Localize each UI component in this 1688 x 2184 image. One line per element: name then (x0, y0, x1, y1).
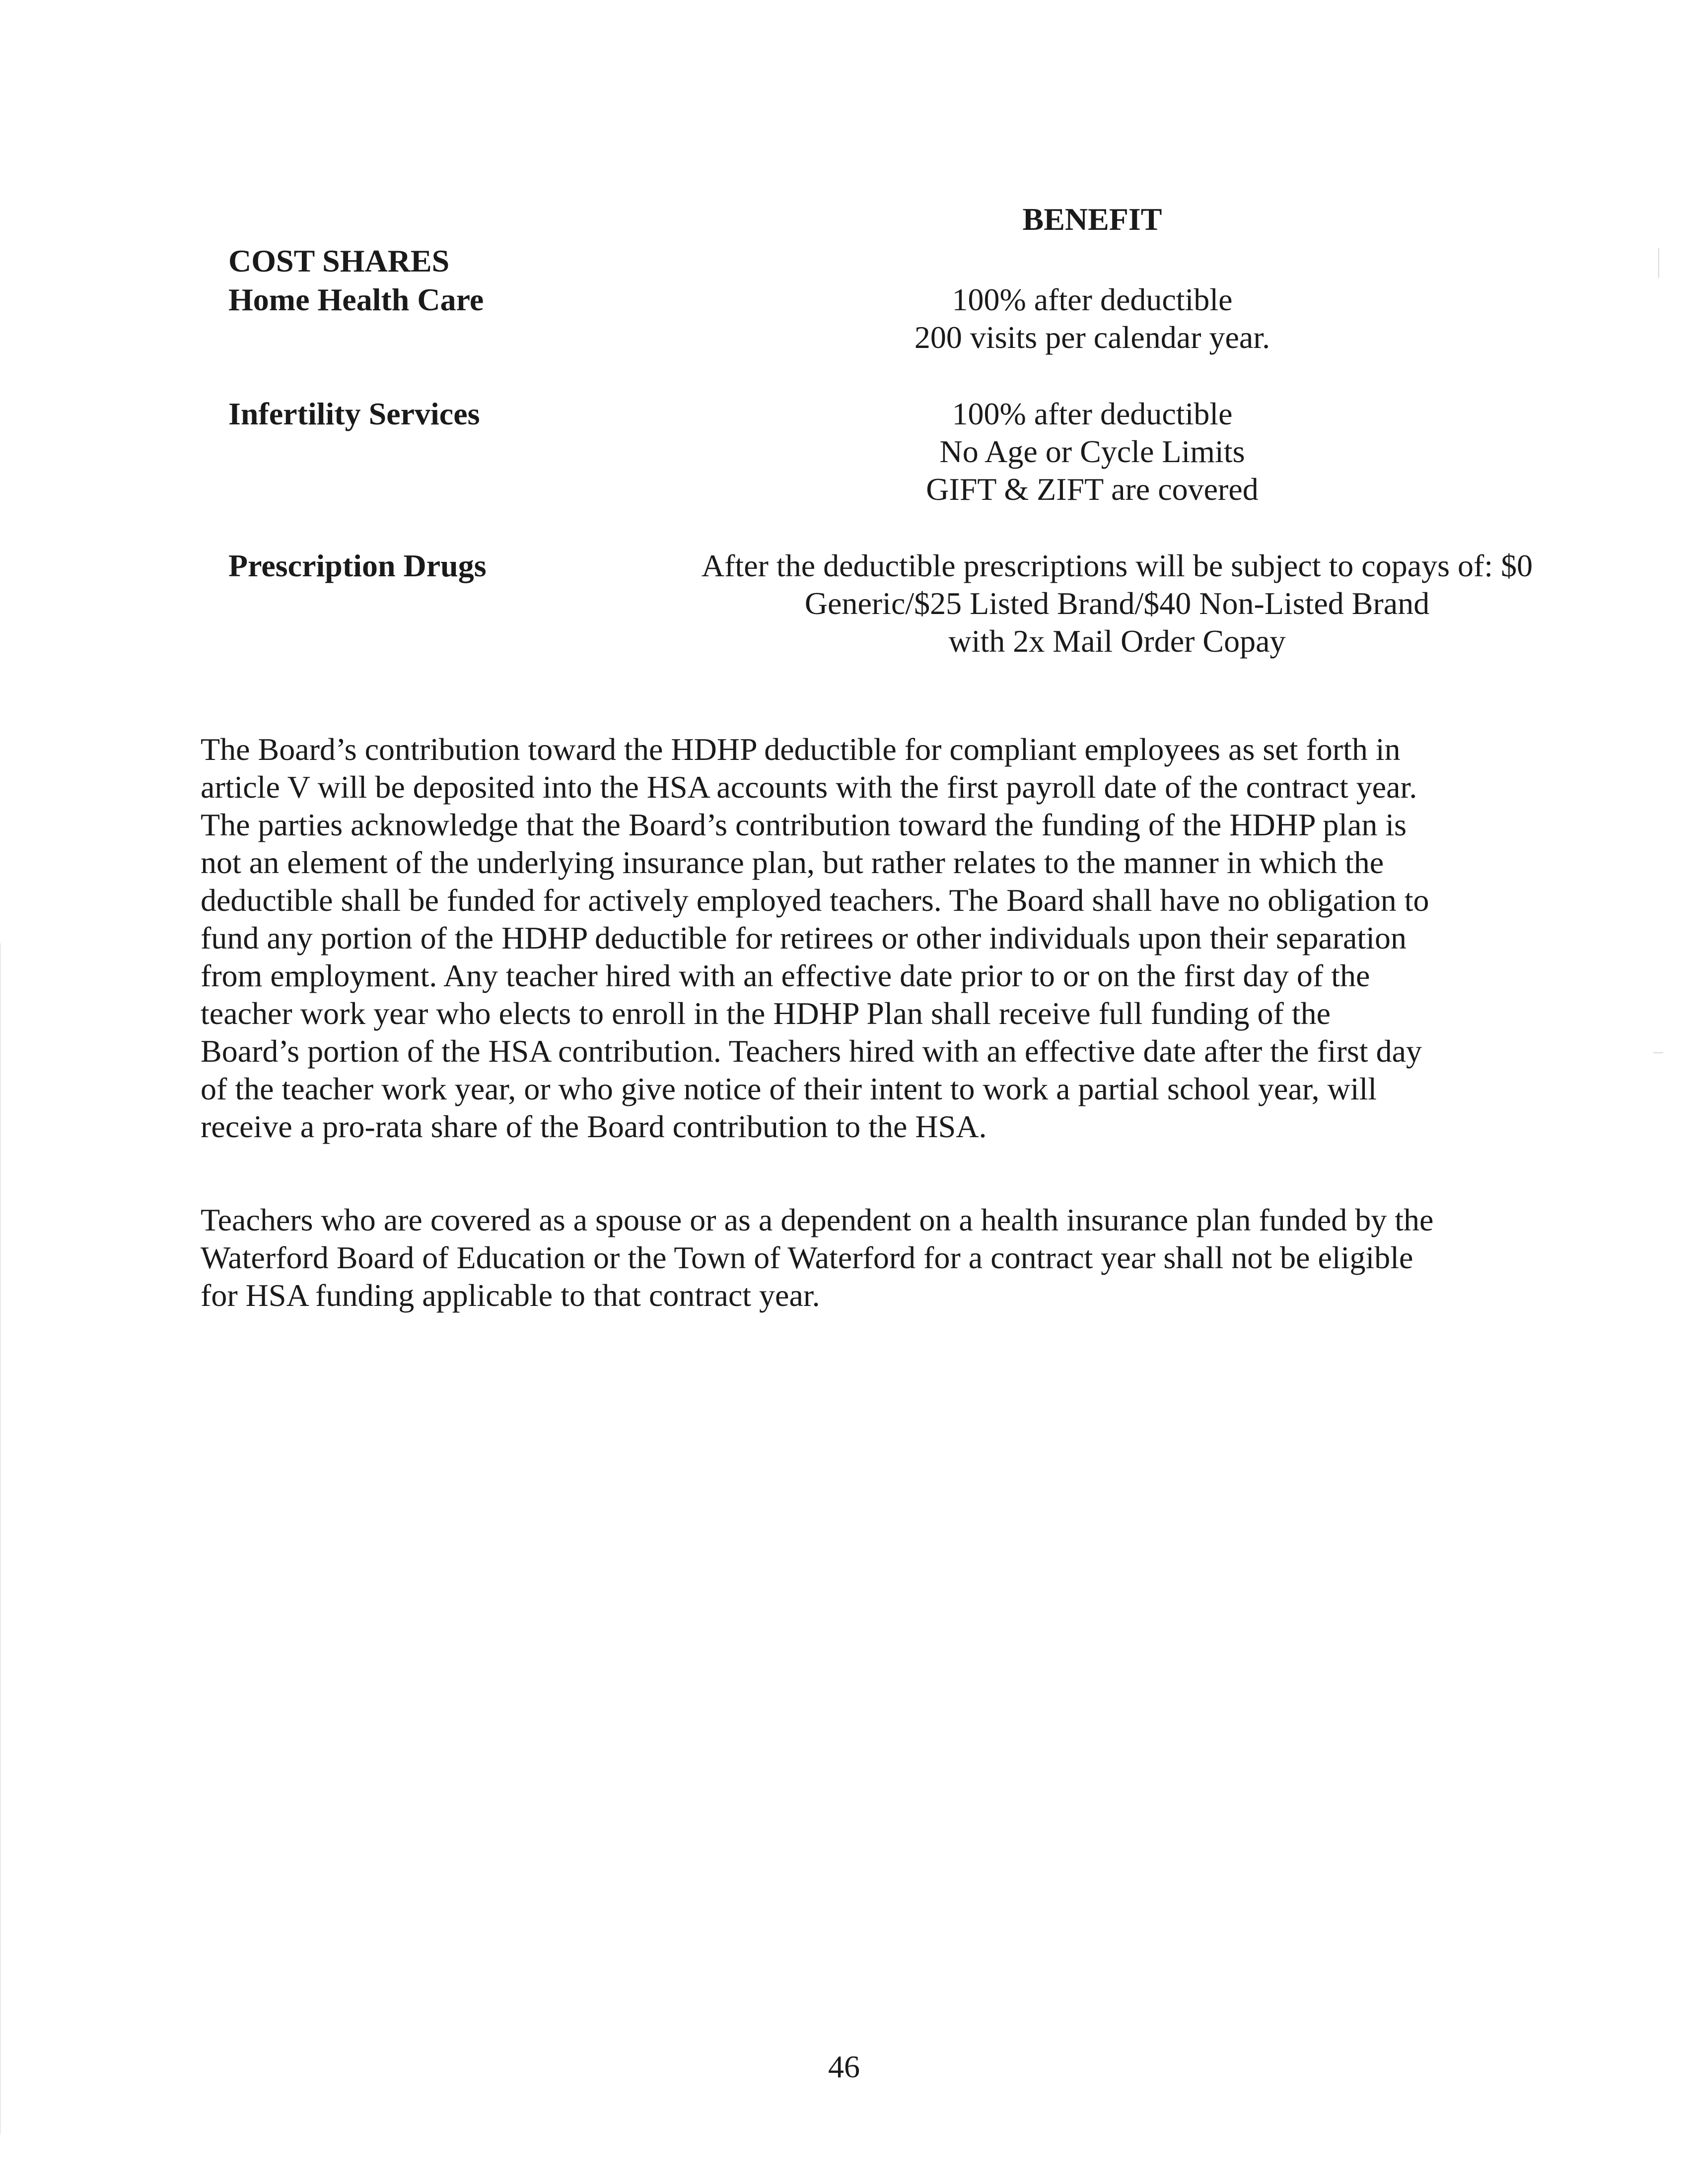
row-value-prescription-drugs (546, 547, 1688, 660)
paragraph-line: Board’s portion of the HSA contribution. Teachers hired with an effective date after the first day (201, 1033, 1422, 1069)
paragraph-line: of the teacher work year, or who give notice of their intent to work a partial school year, will (201, 1071, 1377, 1106)
scan-mark (1653, 1052, 1663, 1053)
row-label-home-health-care: Home Health Care (228, 282, 484, 317)
hsa-eligibility-paragraph (201, 1201, 1491, 1314)
row-label-infertility-services: Infertility Services (228, 396, 480, 431)
benefit-line: No Age or Cycle Limits (939, 434, 1245, 469)
benefit-line: 200 visits per calendar year. (914, 320, 1270, 355)
paragraph-line: deductible shall be funded for actively employed teachers. The Board shall have no obligation to (201, 883, 1429, 918)
benefit-line: 100% after deductible (952, 396, 1233, 431)
page-number: 46 (828, 2049, 860, 2084)
row-label-prescription-drugs: Prescription Drugs (228, 548, 487, 583)
paragraph-line: teacher work year who elects to enroll in the HDHP Plan shall receive full funding of the (201, 996, 1331, 1031)
paragraph-line: not an element of the underlying insurance plan, but rather relates to the manner in which the (201, 845, 1384, 880)
scan-mark (0, 943, 1, 2134)
paragraph-line: receive a pro-rata share of the Board contribution to the HSA. (201, 1109, 987, 1144)
benefit-column-heading: BENEFIT (1022, 202, 1162, 237)
paragraph-line: article V will be deposited into the HSA accounts with the first payroll date of the contract year. (201, 769, 1417, 805)
benefit-line: After the deductible prescriptions will be subject to copays of: $0 (701, 548, 1533, 583)
benefit-line: Generic/$25 Listed Brand/$40 Non-Listed Brand (804, 586, 1430, 621)
row-value-infertility-services (735, 395, 1450, 508)
row-value-home-health-care (735, 281, 1450, 356)
benefit-line: 100% after deductible (952, 282, 1233, 317)
paragraph-line: Waterford Board of Education or the Town of Waterford for a contract year shall not be eligible (201, 1240, 1413, 1275)
cost-shares-heading: COST SHARES (228, 243, 450, 278)
benefit-line: GIFT & ZIFT are covered (926, 472, 1259, 507)
paragraph-line: The parties acknowledge that the Board’s contribution toward the funding of the HDHP plan is (201, 807, 1407, 842)
paragraph-line: for HSA funding applicable to that contract year. (201, 1278, 820, 1313)
paragraph-line: from employment. Any teacher hired with an effective date prior to or on the first day of the (201, 958, 1370, 993)
paragraph-line: Teachers who are covered as a spouse or as a dependent on a health insurance plan funded by the (201, 1202, 1434, 1237)
paragraph-line: The Board’s contribution toward the HDHP deductible for compliant employees as set forth in (201, 732, 1401, 767)
paragraph-line: fund any portion of the HDHP deductible for retirees or other individuals upon their separation (201, 920, 1407, 956)
scan-mark (1658, 248, 1659, 278)
hsa-contribution-paragraph (201, 731, 1491, 1146)
benefit-line: with 2x Mail Order Copay (948, 623, 1286, 659)
